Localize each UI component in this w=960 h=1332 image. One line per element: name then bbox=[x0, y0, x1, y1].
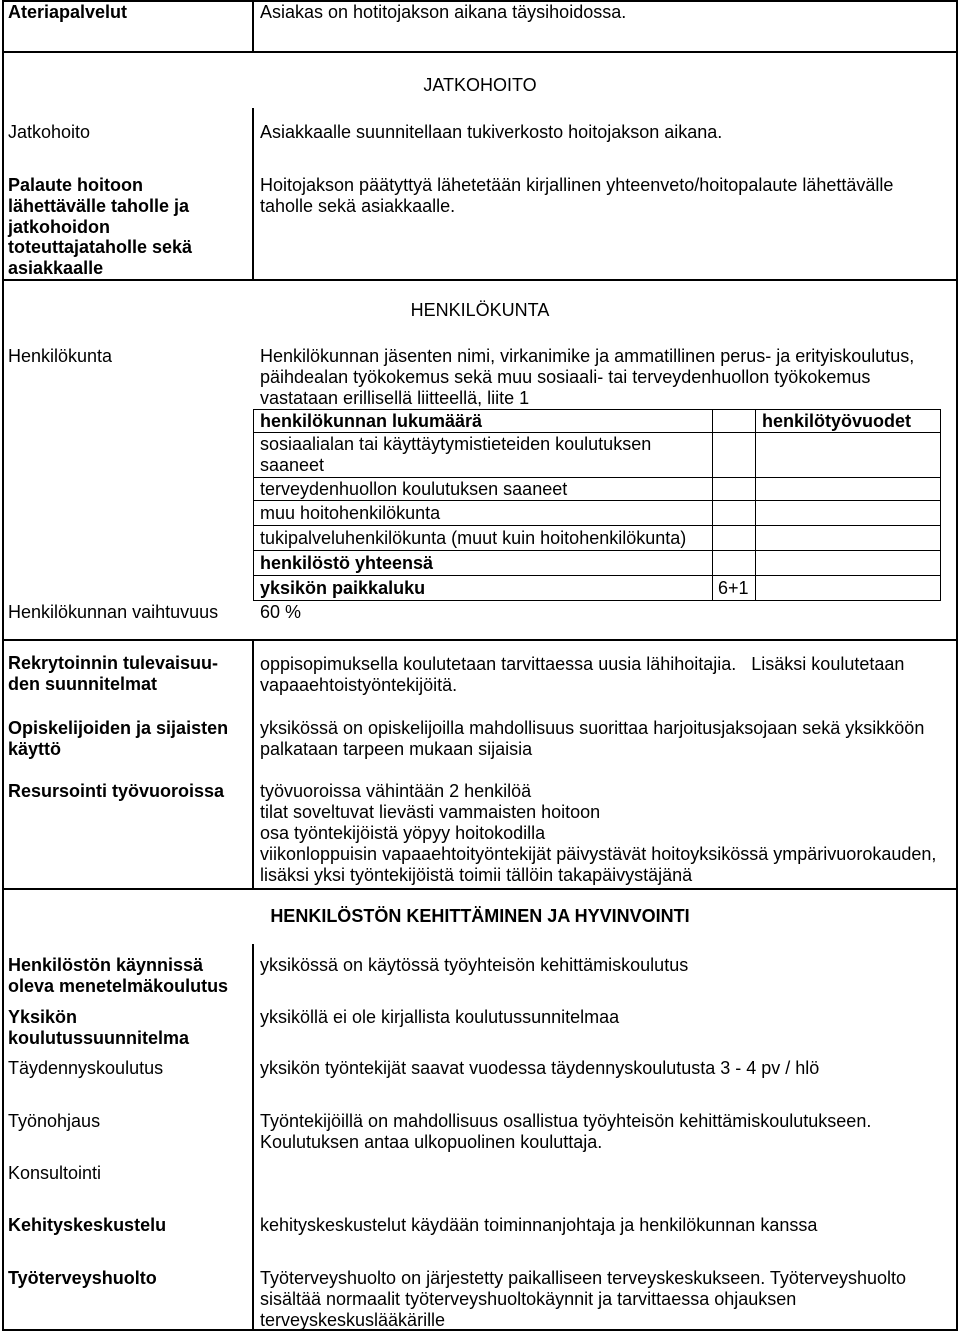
table-cell bbox=[713, 526, 756, 551]
row-label: muu hoitohenkilökunta bbox=[254, 501, 713, 526]
column-divider bbox=[252, 944, 254, 1331]
row-label-capacity: yksikön paikkaluku bbox=[254, 576, 713, 601]
personnel-heading: HENKILÖKUNTA bbox=[410, 300, 550, 320]
occupational-health-label: Työterveyshuolto bbox=[8, 1268, 157, 1288]
occupational-health-value: Työterveyshuolto on järjestetty paikalliseen terveyskeskukseen. Työterveyshuolto sisältää normaalit työterveyshuoltokäynnit ja tarvittaessa ohjauksen terveyskeskuslääkärille bbox=[260, 1268, 907, 1330]
table-cell bbox=[756, 478, 941, 501]
further-training-value: yksikön työntekijät saavat vuodessa täydennyskoulutusta 3 - 4 pv / hlö bbox=[260, 1058, 820, 1078]
development-heading: HENKILÖSTÖN KEHITTÄMINEN JA HYVINVOINTI bbox=[270, 906, 690, 926]
row-label-total: henkilöstö yhteensä bbox=[254, 551, 713, 576]
personnel-description: Henkilökunnan jäsenten nimi, virkanimike ja ammatillinen perus- ja erityiskoulutus, päihdealan työkokemus sekä muu sosiaali- tai terveydenhuollon työkokemus vastataan erillisellä liitteellä, liite 1 bbox=[260, 346, 915, 408]
turnover-label: Henkilökunnan vaihtuvuus bbox=[8, 602, 219, 622]
development-discussion-value: kehityskeskustelut käydään toiminnanjohtaja ja henkilökunnan kanssa bbox=[260, 1215, 818, 1235]
table-row bbox=[254, 576, 941, 601]
table-cell bbox=[756, 551, 941, 576]
staff-count-table bbox=[253, 409, 941, 601]
section-divider bbox=[2, 279, 958, 281]
table-cell bbox=[713, 433, 756, 478]
training-plan-label: Yksikön koulutussuunnitelma bbox=[8, 1007, 190, 1048]
table-cell bbox=[756, 576, 941, 601]
table-row bbox=[254, 433, 941, 478]
feedback-value: Hoitojakson päätyttyä lähetetään kirjallinen yhteenveto/hoitopalaute lähettävälle taholle sekä asiakkaalle. bbox=[260, 175, 894, 216]
recruitment-value: oppisopimuksella koulutetaan tarvittaessa uusia lähihoitajia. Lisäksi koulutetaan vapaaehtoistyöntekijöitä. bbox=[260, 654, 905, 695]
table-cell bbox=[756, 526, 941, 551]
feedback-label: Palaute hoitoon lähettävälle taholle ja jatkohoidon toteuttajataholle sekä asiakkaalle bbox=[8, 175, 193, 278]
table-row bbox=[254, 478, 941, 501]
table-cell bbox=[713, 551, 756, 576]
table-header-row bbox=[254, 410, 941, 433]
shift-resourcing-label: Resursointi työvuoroissa bbox=[8, 781, 225, 801]
meals-label: Ateriapalvelut bbox=[8, 2, 128, 22]
section-divider bbox=[2, 888, 958, 890]
table-row bbox=[254, 501, 941, 526]
method-training-value: yksikössä on käytössä työyhteisön kehittämiskoulutus bbox=[260, 955, 689, 975]
personnel-label: Henkilökunta bbox=[8, 346, 113, 366]
column-divider bbox=[252, 0, 254, 52]
students-substitutes-value: yksikössä on opiskelijoilla mahdollisuus suorittaa harjoitusjaksojaan sekä yksikköön palkataan tarpeen mukaan sijaisia bbox=[260, 718, 925, 759]
shift-resourcing-value: työvuoroissa vähintään 2 henkilöä tilat soveltuvat lievästi vammaisten hoitoon osa työntekijöistä yöpyy hoitokodilla viikonloppuisin vapaaehtoityöntekijät päivystävät hoitoyksikössä ympärivuorokauden, lisäksi yksi työntekijöistä toimii tällöin takapäivystäjänä bbox=[260, 781, 937, 885]
supervision-label: Työnohjaus bbox=[8, 1111, 101, 1131]
header-person-years: henkilötyövuodet bbox=[756, 410, 941, 433]
development-discussion-label: Kehityskeskustelu bbox=[8, 1215, 167, 1235]
capacity-value: 6+1 bbox=[713, 576, 756, 601]
training-plan-value: yksiköllä ei ole kirjallista koulutussunnitelmaa bbox=[260, 1007, 620, 1027]
consultation-label: Konsultointi bbox=[8, 1163, 102, 1183]
method-training-label: Henkilöstön käynnissä oleva menetelmäkoulutus bbox=[8, 955, 229, 996]
supervision-value: Työntekijöillä on mahdollisuus osallistua työyhteisön kehittämiskoulutukseen. Koulutuksen antaa ulkopuolinen kouluttaja. bbox=[260, 1111, 872, 1152]
column-divider bbox=[252, 108, 254, 280]
header-staff-count: henkilökunnan lukumäärä bbox=[254, 410, 713, 433]
table-cell bbox=[756, 501, 941, 526]
table-cell bbox=[756, 433, 941, 478]
students-substitutes-label: Opiskelijoiden ja sijaisten käyttö bbox=[8, 718, 229, 759]
turnover-value: 60 % bbox=[260, 602, 302, 622]
aftercare-label: Jatkohoito bbox=[8, 122, 91, 142]
section-divider bbox=[2, 51, 958, 53]
row-label: tukipalveluhenkilökunta (muut kuin hoitohenkilökunta) bbox=[254, 526, 713, 551]
aftercare-heading: JATKOHOITO bbox=[423, 75, 537, 95]
table-cell bbox=[713, 478, 756, 501]
section-divider bbox=[2, 639, 958, 641]
table-cell bbox=[713, 501, 756, 526]
row-label: terveydenhuollon koulutuksen saaneet bbox=[254, 478, 713, 501]
meals-value: Asiakas on hotitojakson aikana täysihoidossa. bbox=[260, 2, 627, 22]
further-training-label: Täydennyskoulutus bbox=[8, 1058, 164, 1078]
column-divider bbox=[252, 639, 254, 889]
row-label: sosiaalialan tai käyttäytymistieteiden koulutuksen saaneet bbox=[254, 433, 713, 478]
table-row bbox=[254, 526, 941, 551]
table-cell bbox=[713, 410, 756, 433]
aftercare-value: Asiakkaalle suunnitellaan tukiverkosto hoitojakson aikana. bbox=[260, 122, 723, 142]
recruitment-label: Rekrytoinnin tulevaisuu- den suunnitelmat bbox=[8, 653, 219, 694]
table-row bbox=[254, 551, 941, 576]
